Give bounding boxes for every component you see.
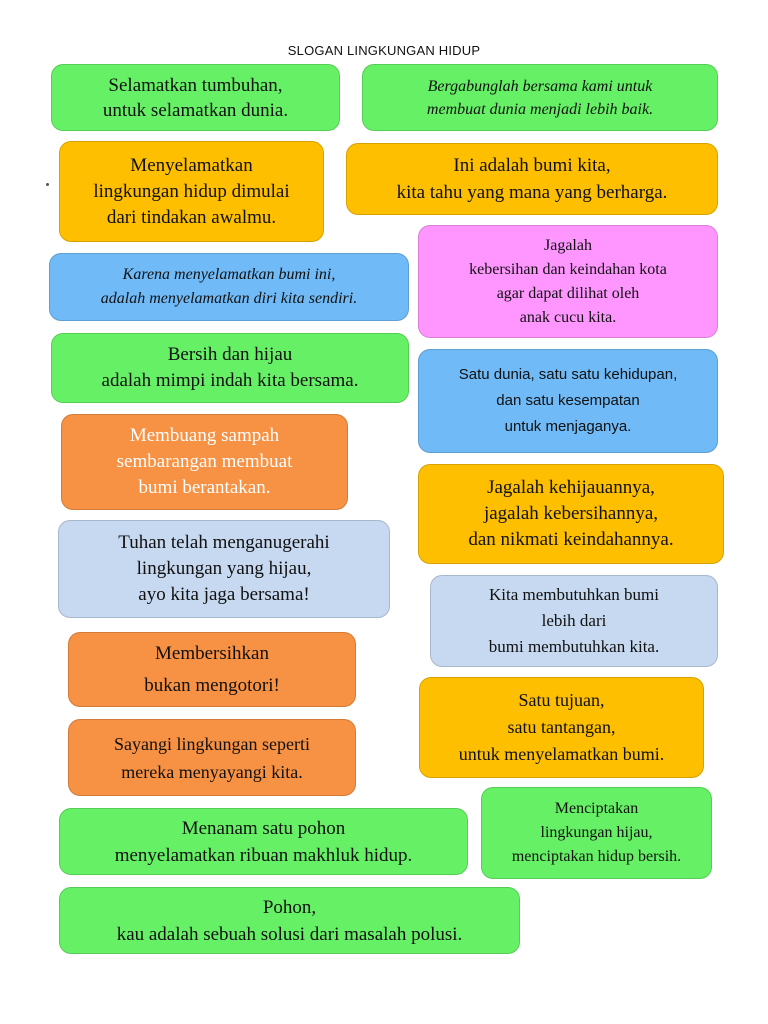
slogan-line: menyelamatkan ribuan makhluk hidup.: [114, 844, 413, 866]
slogan-card-5: [49, 253, 409, 321]
slogan-card-15: [68, 719, 356, 796]
slogan-line: ayo kita jaga bersama!: [138, 584, 310, 605]
slogan-line: lingkungan yang hijau,: [136, 558, 312, 579]
slogan-line: dan nikmati keindahannya.: [468, 529, 674, 550]
slogan-line: Ini adalah bumi kita,: [453, 155, 611, 176]
slogan-line: untuk selamatkan dunia.: [102, 99, 289, 121]
slogan-line: kebersihan dan keindahan kota: [469, 260, 667, 278]
slogan-line: lebih dari: [541, 611, 607, 630]
slogan-line: Menyelamatkan: [130, 154, 253, 176]
slogan-line: anak cucu kita.: [519, 308, 617, 326]
slogan-card-14: [419, 677, 704, 778]
slogan-card-12: [430, 575, 718, 667]
slogan-line: Satu tujuan,: [518, 690, 605, 710]
slogan-line: Menanam satu pohon: [181, 817, 346, 839]
slogan-line: bumi berantakan.: [138, 477, 271, 498]
slogan-line: lingkungan hijau,: [540, 824, 653, 841]
slogan-line: jagalah kebersihannya,: [483, 503, 659, 524]
slogan-line: Jagalah: [544, 236, 592, 254]
slogan-line: Pohon,: [262, 896, 317, 918]
slogan-card-7: [51, 333, 409, 403]
slogan-card-9: [61, 414, 348, 510]
slogan-line: Selamatkan tumbuhan,: [108, 74, 283, 96]
stray-mark: [46, 183, 49, 186]
slogan-line: Bergabunglah bersama kami untuk: [427, 77, 653, 95]
slogan-card-6: [418, 225, 718, 338]
slogan-card-2: [362, 64, 718, 131]
slogan-line: Membersihkan: [155, 642, 269, 664]
slogan-line: Tuhan telah menganugerahi: [118, 532, 330, 553]
slogan-line: adalah menyelamatkan diri kita sendiri.: [100, 290, 358, 307]
slogan-line: untuk menjaganya.: [504, 418, 632, 435]
slogan-line: adalah mimpi indah kita bersama.: [101, 370, 359, 391]
slogan-line: sembarangan membuat: [116, 451, 293, 472]
slogan-card-1: [51, 64, 340, 131]
slogan-line: lingkungan hidup dimulai: [93, 180, 290, 202]
slogan-line: menciptakan hidup bersih.: [511, 848, 682, 865]
slogan-card-10: [418, 464, 724, 564]
slogan-line: dari tindakan awalmu.: [106, 206, 277, 228]
slogan-line: Satu dunia, satu satu kehidupan,: [458, 366, 678, 383]
slogan-line: Karena menyelamatkan bumi ini,: [122, 266, 336, 283]
slogan-line: Kita membutuhkan bumi: [489, 585, 659, 604]
slogan-line: bumi membutuhkan kita.: [488, 637, 660, 656]
slogan-card-11: [58, 520, 390, 618]
slogan-card-16: [481, 787, 712, 879]
slogan-line: untuk menyelamatkan bumi.: [458, 744, 665, 764]
slogan-line: kita tahu yang mana yang berharga.: [396, 182, 668, 203]
slogan-line: kau adalah sebuah solusi dari masalah polusi.: [116, 923, 463, 945]
slogan-line: dan satu kesempatan: [496, 392, 640, 409]
slogan-card-17: [59, 808, 468, 875]
page-title: SLOGAN LINGKUNGAN HIDUP: [287, 43, 481, 58]
slogan-line: Jagalah kehijauannya,: [487, 477, 655, 498]
slogan-card-18: [59, 887, 520, 954]
slogan-line: Sayangi lingkungan seperti: [114, 733, 310, 754]
slogan-line: Membuang sampah: [129, 425, 280, 446]
slogan-card-4: [346, 143, 718, 215]
slogan-line: Bersih dan hijau: [167, 344, 293, 365]
slogan-line: mereka menyayangi kita.: [121, 761, 303, 782]
slogan-line: agar dapat dilihat oleh: [496, 284, 640, 302]
slogan-card-3: [59, 141, 324, 242]
slogan-card-13: [68, 632, 356, 707]
slogan-line: bukan mengotori!: [144, 674, 280, 696]
slogan-line: membuat dunia menjadi lebih baik.: [426, 100, 654, 118]
slogan-line: Menciptakan: [554, 800, 639, 817]
slogan-line: satu tantangan,: [507, 717, 616, 737]
slogan-card-8: [418, 349, 718, 453]
